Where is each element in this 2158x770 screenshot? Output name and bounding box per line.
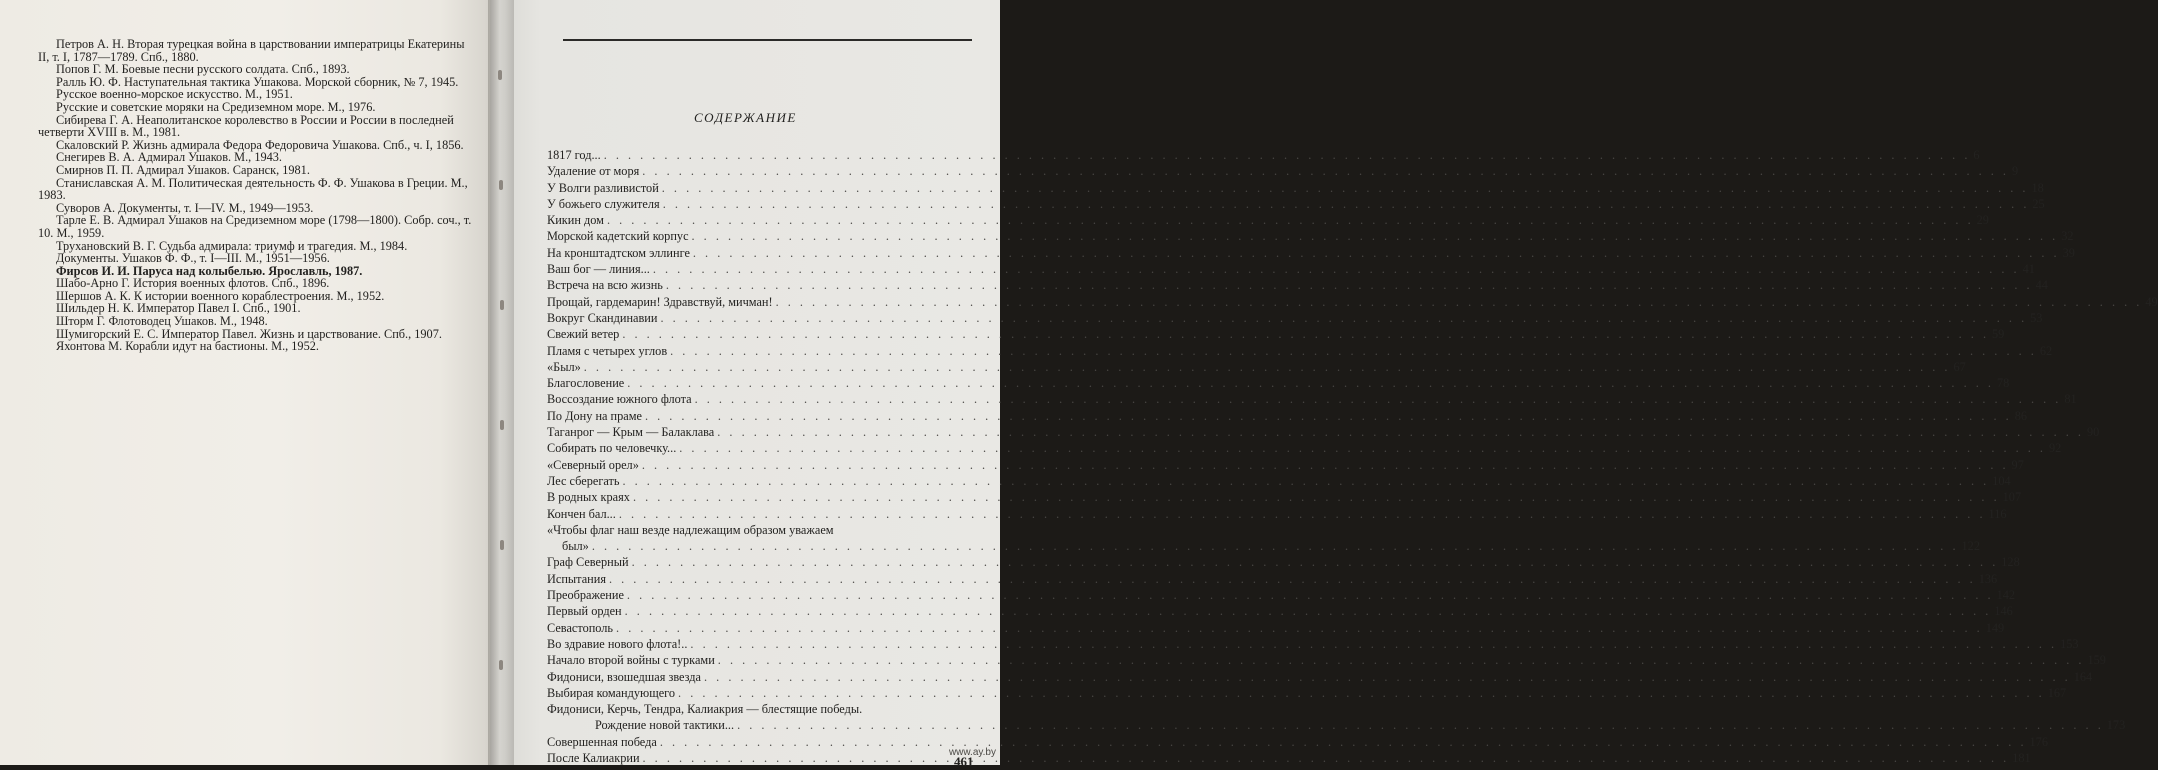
contents-item bbox=[547, 571, 1998, 587]
contents-item-page: 29 bbox=[1976, 213, 1989, 228]
contents-item bbox=[547, 620, 2005, 636]
contents-item-title: Испытания bbox=[547, 571, 606, 586]
contents-item-page: 142 bbox=[1996, 588, 2016, 603]
contents-item-title: Кикин дом bbox=[547, 213, 604, 228]
dot-leader bbox=[776, 294, 2143, 310]
contents-item-page: 67 bbox=[1953, 359, 1966, 374]
contents-item-page: 153 bbox=[2060, 636, 2079, 651]
contents-item bbox=[547, 196, 2045, 212]
bibliography-entry: Шторм Г. Флотоводец Ушаков. М., 1948. bbox=[56, 314, 268, 329]
contents-title: СОДЕРЖАНИЕ bbox=[694, 110, 797, 125]
contents-item-title: Преображение bbox=[547, 588, 624, 603]
dot-leader bbox=[584, 359, 1951, 375]
contents-item-title: Встреча на всю жизнь bbox=[547, 278, 663, 293]
contents-item bbox=[547, 701, 2126, 734]
contents-item-page: 122 bbox=[1961, 539, 1980, 554]
binding-stitch bbox=[499, 180, 503, 190]
contents-item bbox=[547, 522, 1980, 555]
dot-leader bbox=[695, 391, 2062, 407]
contents-item-page: 159 bbox=[2087, 653, 2106, 668]
dot-leader bbox=[632, 554, 1999, 570]
dot-leader bbox=[662, 180, 2029, 196]
contents-item-page: 128 bbox=[2001, 555, 2020, 570]
dot-leader bbox=[704, 669, 2071, 685]
contents-item-page: 6 bbox=[1973, 148, 1980, 162]
dot-leader bbox=[633, 489, 2000, 505]
contents-item-page: 146 bbox=[1994, 604, 2013, 619]
dot-leader bbox=[627, 375, 1994, 391]
contents-item-title: На кронштадтском эллинге bbox=[547, 245, 690, 260]
bibliography-entry: Шабо-Арно Г. История военных флотов. Спб., 1896. bbox=[56, 276, 330, 291]
dot-leader bbox=[717, 424, 2084, 440]
bibliography-entry: Суворов А. Документы, т. I—IV. М., 1949—1953. bbox=[56, 200, 314, 215]
contents-item-title: Ваш бог — линия... bbox=[547, 262, 650, 277]
contents-item-page: 176 bbox=[2029, 734, 2048, 749]
contents-item-title: Во здравие нового флота!.. bbox=[547, 636, 688, 651]
contents-item bbox=[547, 506, 2007, 522]
bibliography-entry: Сибирева Г. А. Неаполитанское королевство в России и России в последней четверти XVIII в. М., 1981. bbox=[38, 112, 454, 140]
contents-item-title: Фидониси, Керчь, Тендра, Калиакрия — блестящие победы. bbox=[547, 702, 863, 717]
contents-item bbox=[547, 212, 1989, 228]
contents-item bbox=[547, 228, 2074, 244]
binding-stitch bbox=[500, 420, 504, 430]
contents-item bbox=[547, 734, 2048, 750]
contents-item-title: Севастополь bbox=[547, 620, 614, 635]
contents-item-title: 1817 год... bbox=[547, 148, 601, 162]
page-number: 461 bbox=[954, 754, 974, 769]
contents-item-page: 167 bbox=[2047, 685, 2067, 700]
dot-leader bbox=[609, 571, 1976, 587]
dot-leader bbox=[679, 440, 2046, 456]
dot-leader bbox=[670, 343, 2037, 359]
contents-item-title-continued: Рождение новой тактики... bbox=[595, 718, 735, 733]
dot-leader bbox=[737, 717, 2104, 733]
contents-item bbox=[547, 391, 2077, 407]
contents-item-page: 53 bbox=[2030, 310, 2043, 325]
contents-item bbox=[547, 669, 2093, 685]
bibliography-entry: Тарле Е. В. Адмирал Ушаков на Средиземном море (1798—1800). Собр. соч., т. 10. М., 1959. bbox=[38, 213, 472, 240]
binding-stitch bbox=[500, 300, 504, 310]
bibliography-list bbox=[38, 38, 478, 353]
contents-item-page: 9 bbox=[2011, 164, 2019, 179]
contents-item-page: 173 bbox=[2106, 718, 2126, 733]
contents-item-page: 81 bbox=[2064, 392, 2077, 407]
bibliography-entry: Ралль Ю. Ф. Наступательная тактика Ушакова. Морской сборник, № 7, 1945. bbox=[56, 74, 459, 89]
contents-item-page: 78 bbox=[1996, 376, 2010, 391]
dot-leader bbox=[619, 506, 1986, 522]
contents-item-title: Граф Северный bbox=[547, 555, 629, 570]
left-page bbox=[0, 0, 500, 765]
bibliography-entry: Снегирев В. А. Адмирал Ушаков. М., 1943. bbox=[56, 150, 282, 165]
contents-item-title: Прощай, гардемарин! Здравствуй, мичман! bbox=[547, 294, 773, 309]
dot-leader bbox=[642, 163, 2009, 179]
binding-stitch bbox=[498, 70, 502, 80]
binding-stitch bbox=[499, 660, 503, 670]
contents-item-page: 32 bbox=[2061, 229, 2074, 244]
dot-leader bbox=[607, 212, 1974, 228]
header-rule bbox=[563, 39, 972, 41]
contents-item-title: У божьего служителя bbox=[547, 196, 660, 211]
contents-item-title: Морской кадетский корпус bbox=[547, 229, 689, 244]
dot-leader bbox=[616, 620, 1983, 636]
contents-item bbox=[547, 685, 2067, 701]
contents-item-title: В родных краях bbox=[547, 490, 630, 505]
contents-item-page: 25 bbox=[2032, 196, 2045, 211]
contents-list bbox=[547, 147, 2158, 766]
contents-item-page: 39 bbox=[2062, 245, 2075, 260]
contents-item-page: 49 bbox=[2145, 294, 2158, 309]
contents-item-title: Пламя с четырех углов bbox=[547, 343, 668, 358]
bibliography-entry: Шумигорский Е. С. Император Павел. Жизнь и царствование. Спб., 1907. bbox=[56, 326, 442, 341]
contents-item-title: Выбирая командующего bbox=[547, 685, 676, 700]
dot-leader bbox=[643, 750, 2010, 766]
binding-stitch bbox=[500, 540, 504, 550]
contents-item-page: 90 bbox=[2086, 425, 2100, 440]
contents-item-title: Вокруг Скандинавии bbox=[547, 310, 658, 325]
bibliography-entry: Шильдер Н. К. Император Павел I. Спб., 1901. bbox=[56, 301, 301, 316]
contents-item-title: У Волги разливистой bbox=[547, 180, 659, 195]
contents-item-page: 62 bbox=[2039, 343, 2053, 358]
contents-item bbox=[547, 408, 2027, 424]
contents-item-title: Удаление от моря bbox=[547, 164, 640, 179]
contents-item bbox=[547, 554, 2020, 570]
contents-item-title: Свежий ветер bbox=[547, 327, 620, 342]
contents-item-page: 164 bbox=[2073, 669, 2093, 684]
contents-item bbox=[547, 245, 2075, 261]
contents-item bbox=[547, 163, 2019, 179]
contents-item bbox=[547, 587, 2016, 603]
contents-item bbox=[547, 424, 2100, 440]
contents-item-title: «Был» bbox=[547, 359, 581, 374]
contents-item-page: 44 bbox=[2035, 278, 2048, 293]
contents-item-page: 41 bbox=[2022, 262, 2035, 277]
book-gutter bbox=[488, 0, 514, 765]
bibliography-entry: Петров А. Н. Вторая турецкая война в царствовании императрицы Екатерины II, т. I, 1787—1789. Спб., 1880. bbox=[38, 37, 465, 64]
contents-item-title-continued: был» bbox=[562, 539, 589, 554]
bibliography-entry: Станиславская А. М. Политическая деятельность Ф. Ф. Ушакова в Греции. М., 1983. bbox=[38, 175, 468, 203]
dot-leader bbox=[645, 408, 2012, 424]
contents-item bbox=[547, 652, 2106, 668]
dot-leader bbox=[660, 734, 2027, 750]
contents-item bbox=[547, 310, 2043, 326]
contents-item-page: 86 bbox=[2014, 408, 2027, 423]
contents-item bbox=[547, 473, 2011, 489]
dot-leader bbox=[660, 310, 2027, 326]
bibliography-entry: Шершов А. К. К истории военного кораблестроения. М., 1952. bbox=[56, 288, 385, 303]
contents-item-page: 59 bbox=[1992, 327, 2005, 342]
contents-item-title: Фидониси, взошедшая звезда bbox=[547, 669, 702, 684]
contents-item bbox=[547, 261, 2035, 277]
contents-item-title: Первый орден bbox=[547, 604, 622, 619]
dot-leader bbox=[690, 636, 2057, 652]
contents-item-page: 181 bbox=[2012, 750, 2031, 765]
dot-leader bbox=[692, 228, 2059, 244]
contents-item-title: «Чтобы флаг наш везде надлежащим образом уважаем bbox=[547, 522, 834, 537]
contents-item bbox=[547, 636, 2079, 652]
dot-leader bbox=[622, 326, 1989, 342]
contents-item bbox=[547, 147, 1980, 163]
contents-item-title: Кончен бал... bbox=[547, 506, 616, 521]
contents-item bbox=[547, 180, 2044, 196]
dot-leader bbox=[592, 538, 1959, 554]
dot-leader bbox=[678, 685, 2045, 701]
contents-item-title: Совершенная победа bbox=[547, 734, 657, 749]
contents-item-title: После Калиакрии bbox=[547, 750, 640, 765]
dot-leader bbox=[693, 245, 2060, 261]
watermark: www.ay.by bbox=[948, 747, 996, 758]
contents-item bbox=[547, 457, 2024, 473]
contents-item-title: Таганрог — Крым — Балаклава bbox=[547, 425, 715, 440]
bibliography-entry: Яхонтова М. Корабли идут на бастионы. М., 1952. bbox=[56, 339, 319, 354]
contents-item bbox=[547, 603, 2013, 619]
contents-item-page: 97 bbox=[2011, 457, 2024, 472]
contents-item-title: «Северный орел» bbox=[547, 457, 639, 472]
dot-leader bbox=[663, 196, 2030, 212]
contents-item bbox=[547, 440, 2062, 456]
dot-leader bbox=[653, 261, 2020, 277]
dot-leader bbox=[718, 652, 2085, 668]
contents-item-title: Собирать по человечку... bbox=[547, 441, 677, 456]
contents-item-page: 18 bbox=[2031, 180, 2044, 195]
bibliography-entry: Фирсов И. И. Паруса над колыбелью. Ярославль, 1987. bbox=[56, 263, 363, 278]
bibliography-entry: Смирнов П. П. Адмирал Ушаков. Саранск, 1981. bbox=[56, 162, 310, 177]
contents-item bbox=[547, 326, 2005, 342]
contents-item-page: 92 bbox=[2048, 441, 2062, 456]
dot-leader bbox=[604, 147, 1971, 163]
bibliography-entry: Трухановский В. Г. Судьба адмирала: триумф и трагедия. М., 1984. bbox=[56, 238, 408, 253]
contents-item bbox=[547, 359, 1966, 375]
contents-item bbox=[547, 489, 2022, 505]
dot-leader bbox=[666, 277, 2033, 293]
dot-leader bbox=[642, 457, 2009, 473]
bibliography-entry: Скаловский Р. Жизнь адмирала Федора Федоровича Ушакова. Спб., ч. I, 1856. bbox=[56, 137, 464, 152]
bibliography-entry: Документы. Ушаков Ф. Ф., т. I—III. М., 1951—1956. bbox=[56, 251, 330, 266]
contents-item-title: По Дону на праме bbox=[547, 408, 642, 423]
contents-item bbox=[547, 343, 2053, 359]
dot-leader bbox=[622, 473, 1989, 489]
contents-item-page: 116 bbox=[1988, 506, 2007, 521]
contents-item-title: Благословение bbox=[547, 376, 625, 391]
dot-leader bbox=[625, 603, 1992, 619]
contents-item-title: Воссоздание южного флота bbox=[547, 392, 692, 407]
contents-item-title: Лес сберегать bbox=[547, 473, 620, 488]
bibliography-entry: Русские и советские моряки на Средиземном море. М., 1976. bbox=[56, 99, 376, 114]
dot-leader bbox=[627, 587, 1994, 603]
bibliography-entry: Попов Г. М. Боевые песни русского солдата. Спб., 1893. bbox=[56, 62, 350, 77]
contents-item-title: Начало второй войны с турками bbox=[547, 653, 715, 668]
contents-item bbox=[547, 375, 2010, 391]
contents-item-page: 107 bbox=[2002, 490, 2022, 505]
contents-item-page: 104 bbox=[1992, 473, 2011, 488]
contents-item bbox=[547, 277, 2048, 293]
contents-item bbox=[547, 294, 2158, 310]
bibliography-entry: Русское военно-морское искусство. М., 1951. bbox=[56, 87, 293, 102]
contents-item-page: 136 bbox=[1978, 571, 1998, 586]
contents-item-page: 149 bbox=[1985, 620, 2005, 635]
